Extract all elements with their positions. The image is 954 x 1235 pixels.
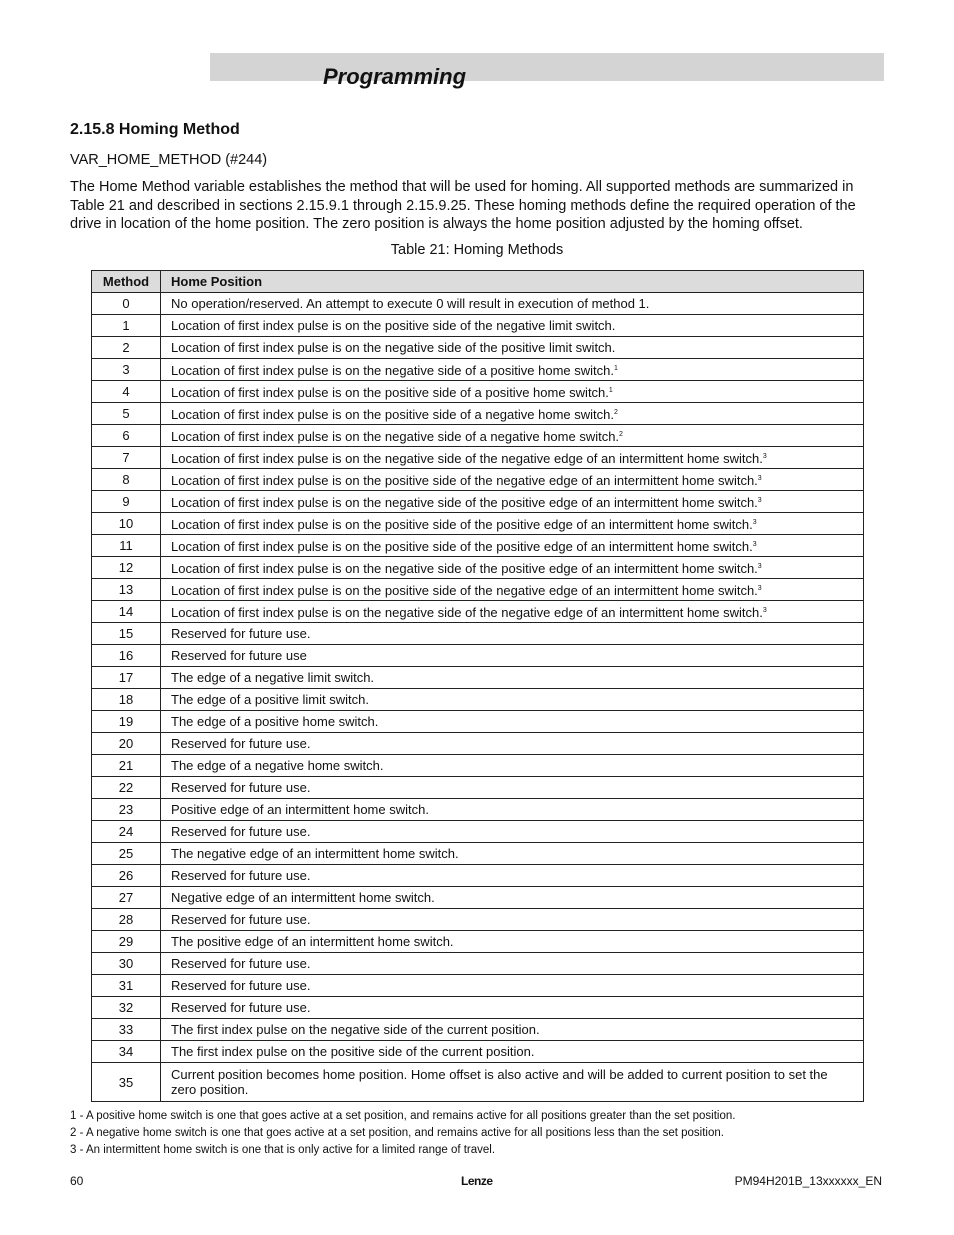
- home-position-cell: [161, 667, 864, 689]
- home-position-text: The positive edge of an intermittent home switch.: [171, 934, 454, 949]
- table-header-row: [92, 271, 864, 293]
- footnote-ref: 3: [757, 563, 762, 570]
- home-position-cell: [161, 909, 864, 931]
- table-row: [92, 755, 864, 777]
- method-number: 2: [92, 337, 161, 359]
- method-number: 15: [92, 623, 161, 645]
- home-position-text: The edge of a positive home switch.: [171, 714, 379, 729]
- table-row: [92, 667, 864, 689]
- method-number: 22: [92, 777, 161, 799]
- home-position-cell: [161, 777, 864, 799]
- table-row: [92, 909, 864, 931]
- home-position-cell: [161, 447, 864, 469]
- page-title: Programming: [323, 64, 467, 89]
- home-position-cell: [161, 601, 864, 623]
- method-number: 35: [92, 1063, 161, 1102]
- home-position-text: Reserved for future use.: [171, 626, 311, 641]
- table-row: [92, 645, 864, 667]
- table-row: [92, 777, 864, 799]
- table-row: [92, 843, 864, 865]
- method-number: 18: [92, 689, 161, 711]
- footnote-ref: 3: [762, 607, 767, 614]
- method-number: 25: [92, 843, 161, 865]
- footnote-ref: 3: [752, 541, 757, 548]
- home-position-text: Location of first index pulse is on the positive side of a positive home switch.: [171, 385, 609, 400]
- method-number: 16: [92, 645, 161, 667]
- home-position-text: Positive edge of an intermittent home switch.: [171, 802, 429, 817]
- table-row: [92, 601, 864, 623]
- home-position-cell: [161, 579, 864, 601]
- method-number: 7: [92, 447, 161, 469]
- method-number: 6: [92, 425, 161, 447]
- table-row: [92, 975, 864, 997]
- home-position-text: Reserved for future use.: [171, 736, 311, 751]
- home-position-text: Current position becomes home position. Home offset is also active and will be added to current position to set the zero position.: [171, 1067, 828, 1097]
- home-position-cell: [161, 733, 864, 755]
- home-position-cell: [161, 997, 864, 1019]
- body-paragraph: The Home Method variable establishes the method that will be used for homing. All supported methods are summarized in Table 21 and described in sections 2.15.9.1 through 2.15.9.25. These homing methods define the required operation of the drive in location of the home position. The zero position is always the home position adjusted by the homing offset.: [70, 179, 856, 232]
- method-number: 14: [92, 601, 161, 623]
- home-position-cell: [161, 403, 864, 425]
- table-row: [92, 579, 864, 601]
- footnote-ref: 3: [752, 519, 757, 526]
- home-position-cell: [161, 975, 864, 997]
- method-number: 28: [92, 909, 161, 931]
- table-row: [92, 381, 864, 403]
- method-number: 9: [92, 491, 161, 513]
- table-row: [92, 535, 864, 557]
- home-position-text: Reserved for future use.: [171, 1000, 311, 1015]
- home-position-cell: [161, 535, 864, 557]
- home-position-cell: [161, 491, 864, 513]
- footnote-ref: 1: [608, 387, 613, 394]
- home-position-cell: [161, 293, 864, 315]
- table-row: [92, 887, 864, 909]
- home-position-text: The first index pulse on the positive side of the current position.: [171, 1044, 535, 1059]
- home-position-cell: [161, 799, 864, 821]
- home-position-cell: [161, 469, 864, 491]
- method-number: 0: [92, 293, 161, 315]
- table-row: [92, 425, 864, 447]
- lenze-logo: Lenze: [461, 1174, 493, 1188]
- home-position-cell: [161, 623, 864, 645]
- home-position-text: Location of first index pulse is on the negative side of the positive edge of an intermittent home switch.: [171, 561, 758, 576]
- home-position-cell: [161, 1063, 864, 1102]
- method-number: 21: [92, 755, 161, 777]
- table-row: [92, 1063, 864, 1102]
- method-number: 11: [92, 535, 161, 557]
- table-row: [92, 513, 864, 535]
- home-position-cell: [161, 315, 864, 337]
- table-row: [92, 403, 864, 425]
- home-position-cell: [161, 1019, 864, 1041]
- home-position-cell: [161, 865, 864, 887]
- table-row: [92, 469, 864, 491]
- table-row: [92, 1019, 864, 1041]
- home-position-text: The edge of a negative home switch.: [171, 758, 384, 773]
- table-row: [92, 997, 864, 1019]
- method-number: 1: [92, 315, 161, 337]
- home-position-text: Location of first index pulse is on the positive side of the negative edge of an intermittent home switch.: [171, 473, 758, 488]
- home-position-text: Reserved for future use: [171, 648, 307, 663]
- table-row: [92, 799, 864, 821]
- table-row: [92, 359, 864, 381]
- home-position-cell: [161, 513, 864, 535]
- home-position-text: Location of first index pulse is on the positive side of the positive edge of an intermittent home switch.: [171, 517, 753, 532]
- home-position-text: Location of first index pulse is on the negative side of the positive edge of an intermittent home switch.: [171, 495, 758, 510]
- method-number: 4: [92, 381, 161, 403]
- home-position-cell: [161, 381, 864, 403]
- table-row: [92, 733, 864, 755]
- home-position-text: Reserved for future use.: [171, 956, 311, 971]
- home-position-text: Location of first index pulse is on the negative side of the negative edge of an intermittent home switch.: [171, 605, 763, 620]
- method-number: 13: [92, 579, 161, 601]
- method-number: 23: [92, 799, 161, 821]
- header-bar: [210, 53, 884, 81]
- table-row: [92, 1041, 864, 1063]
- method-number: 10: [92, 513, 161, 535]
- footnote-ref: 3: [762, 453, 767, 460]
- home-position-cell: [161, 711, 864, 733]
- method-number: 19: [92, 711, 161, 733]
- method-number: 29: [92, 931, 161, 953]
- table-row: [92, 293, 864, 315]
- column-header-home-position: Home Position: [161, 271, 864, 293]
- home-position-cell: [161, 755, 864, 777]
- document-id: PM94H201B_13xxxxxx_EN: [734, 1174, 882, 1188]
- footnote: 2 - A negative home switch is one that goes active at a set position, and remains active for all positions less than the set position.: [70, 1127, 724, 1139]
- home-position-text: The first index pulse on the negative side of the current position.: [171, 1022, 540, 1037]
- home-position-text: Location of first index pulse is on the negative side of the negative edge of an intermittent home switch.: [171, 451, 763, 466]
- home-position-cell: [161, 359, 864, 381]
- method-number: 24: [92, 821, 161, 843]
- footnote-ref: 1: [613, 365, 618, 372]
- home-position-text: Location of first index pulse is on the positive side of the positive edge of an intermittent home switch.: [171, 539, 753, 554]
- home-position-text: Negative edge of an intermittent home switch.: [171, 890, 435, 905]
- home-position-text: Location of first index pulse is on the negative side of the positive limit switch.: [171, 340, 616, 355]
- method-number: 20: [92, 733, 161, 755]
- footnotes: [70, 1108, 735, 1159]
- footnote-ref: 2: [613, 409, 618, 416]
- home-position-text: No operation/reserved. An attempt to execute 0 will result in execution of method 1.: [171, 296, 650, 311]
- home-position-text: Reserved for future use.: [171, 868, 311, 883]
- method-number: 12: [92, 557, 161, 579]
- table-row: [92, 865, 864, 887]
- home-position-cell: [161, 953, 864, 975]
- footnote-ref: 3: [757, 497, 762, 504]
- home-position-cell: [161, 689, 864, 711]
- home-position-cell: [161, 557, 864, 579]
- home-position-text: Location of first index pulse is on the positive side of the negative limit switch.: [171, 318, 616, 333]
- home-position-cell: [161, 931, 864, 953]
- table-row: [92, 623, 864, 645]
- method-number: 8: [92, 469, 161, 491]
- table-row: [92, 821, 864, 843]
- home-position-text: Location of first index pulse is on the negative side of a positive home switch.: [171, 363, 614, 378]
- home-position-text: The edge of a positive limit switch.: [171, 692, 369, 707]
- table-row: [92, 711, 864, 733]
- home-position-text: Reserved for future use.: [171, 780, 311, 795]
- home-position-text: Reserved for future use.: [171, 978, 311, 993]
- footnote-ref: 3: [757, 585, 762, 592]
- method-number: 5: [92, 403, 161, 425]
- footnote-ref: 2: [619, 431, 623, 438]
- method-number: 26: [92, 865, 161, 887]
- footnote: 3 - An intermittent home switch is one that is only active for a limited range of travel.: [70, 1144, 496, 1156]
- table-row: [92, 337, 864, 359]
- home-position-cell: [161, 425, 864, 447]
- home-position-cell: [161, 1041, 864, 1063]
- column-header-method: Method: [92, 271, 161, 293]
- table-row: [92, 557, 864, 579]
- table-row: [92, 315, 864, 337]
- home-position-cell: [161, 645, 864, 667]
- home-position-cell: [161, 337, 864, 359]
- home-position-cell: [161, 843, 864, 865]
- footnote-ref: 3: [757, 475, 762, 482]
- method-number: 31: [92, 975, 161, 997]
- table-row: [92, 689, 864, 711]
- home-position-text: Location of first index pulse is on the positive side of the negative edge of an intermittent home switch.: [171, 583, 758, 598]
- table-row: [92, 491, 864, 513]
- home-position-text: The negative edge of an intermittent home switch.: [171, 846, 459, 861]
- method-number: 34: [92, 1041, 161, 1063]
- method-number: 33: [92, 1019, 161, 1041]
- home-position-text: The edge of a negative limit switch.: [171, 670, 375, 685]
- table-row: [92, 953, 864, 975]
- variable-name: VAR_HOME_METHOD (#244): [70, 152, 268, 168]
- footnote: 1 - A positive home switch is one that goes active at a set position, and remains active for all positions greater than the set position.: [70, 1110, 736, 1122]
- home-position-cell: [161, 821, 864, 843]
- home-position-text: Reserved for future use.: [171, 824, 311, 839]
- home-position-text: Location of first index pulse is on the positive side of a negative home switch.: [171, 407, 614, 422]
- method-number: 3: [92, 359, 161, 381]
- table-body: [92, 293, 864, 1102]
- table-caption: Table 21: Homing Methods: [390, 242, 564, 258]
- homing-methods-table: [91, 270, 864, 1102]
- method-number: 17: [92, 667, 161, 689]
- page-number: 60: [70, 1174, 84, 1188]
- table-row: [92, 447, 864, 469]
- home-position-cell: [161, 887, 864, 909]
- method-number: 30: [92, 953, 161, 975]
- home-position-text: Location of first index pulse is on the negative side of a negative home switch.: [171, 429, 620, 444]
- table-row: [92, 931, 864, 953]
- method-number: 27: [92, 887, 161, 909]
- home-position-text: Reserved for future use.: [171, 912, 311, 927]
- method-number: 32: [92, 997, 161, 1019]
- section-heading: 2.15.8 Homing Method: [70, 121, 240, 138]
